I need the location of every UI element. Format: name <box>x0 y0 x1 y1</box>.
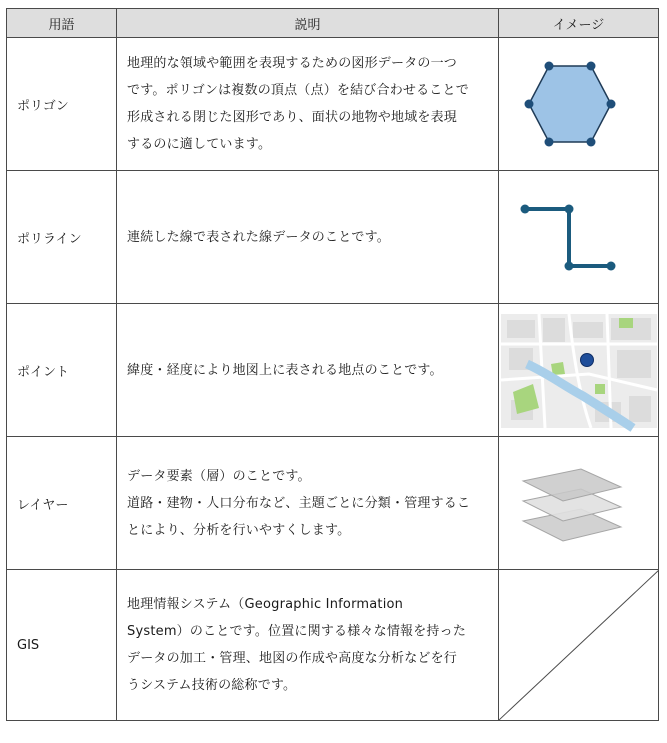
diagonal-slash-icon <box>499 570 659 720</box>
image-point <box>499 304 659 437</box>
header-term: 用語 <box>7 9 117 38</box>
table-row <box>7 38 659 171</box>
term-polygon: ポリゴン <box>7 38 117 171</box>
table-row <box>7 437 659 570</box>
polygon-hexagon-icon <box>499 38 659 170</box>
term-layer: レイヤー <box>7 437 117 570</box>
description-line: するのに適しています。 <box>127 137 272 152</box>
description-line: System）のことです。位置に関する様々な情報を持った <box>127 624 467 639</box>
description-gis <box>117 570 499 721</box>
term-polyline: ポリライン <box>7 171 117 304</box>
header-row <box>7 9 659 38</box>
description-line: 道路・建物・人口分布など、主題ごとに分類・管理するこ <box>127 495 471 511</box>
description-line: 地理的な領域や範囲を表現するための図形データの一つ <box>127 56 458 71</box>
table-row <box>7 304 659 437</box>
description-line: データ要素（層）のことです。 <box>127 468 311 484</box>
image-gis-empty <box>499 570 659 721</box>
description-line: とにより、分析を行いやすくします。 <box>127 522 351 538</box>
table-row <box>7 570 659 721</box>
image-polygon <box>499 38 659 171</box>
description-line: 緯度・経度により地図上に表される地点のことです。 <box>127 362 443 378</box>
description-line: 連続した線で表された線データのことです。 <box>127 229 390 245</box>
description-line: データの加工・管理、地図の作成や高度な分析などを行 <box>127 651 458 666</box>
header-description: 説明 <box>117 9 499 38</box>
description-polygon <box>117 38 499 171</box>
header-image: イメージ <box>499 9 659 38</box>
term-gis: GIS <box>7 570 117 721</box>
table-row <box>7 171 659 304</box>
description-line: です。ポリゴンは複数の頂点（点）を結び合わせることで <box>127 83 469 98</box>
term-point: ポイント <box>7 304 117 437</box>
description-point <box>117 304 499 437</box>
description-line: 地理情報システム（Geographic Information <box>127 597 404 612</box>
description-line: 形成される閉じた図形であり、面状の地物や地域を表現 <box>127 110 458 125</box>
description-polyline <box>117 171 499 304</box>
stacked-layers-icon <box>499 437 659 569</box>
image-layer <box>499 437 659 570</box>
map-point-icon <box>499 304 659 436</box>
image-polyline <box>499 171 659 304</box>
glossary-table <box>6 8 659 721</box>
polyline-icon <box>499 171 659 303</box>
description-layer <box>117 437 499 570</box>
description-line: うシステム技術の総称です。 <box>127 678 297 693</box>
